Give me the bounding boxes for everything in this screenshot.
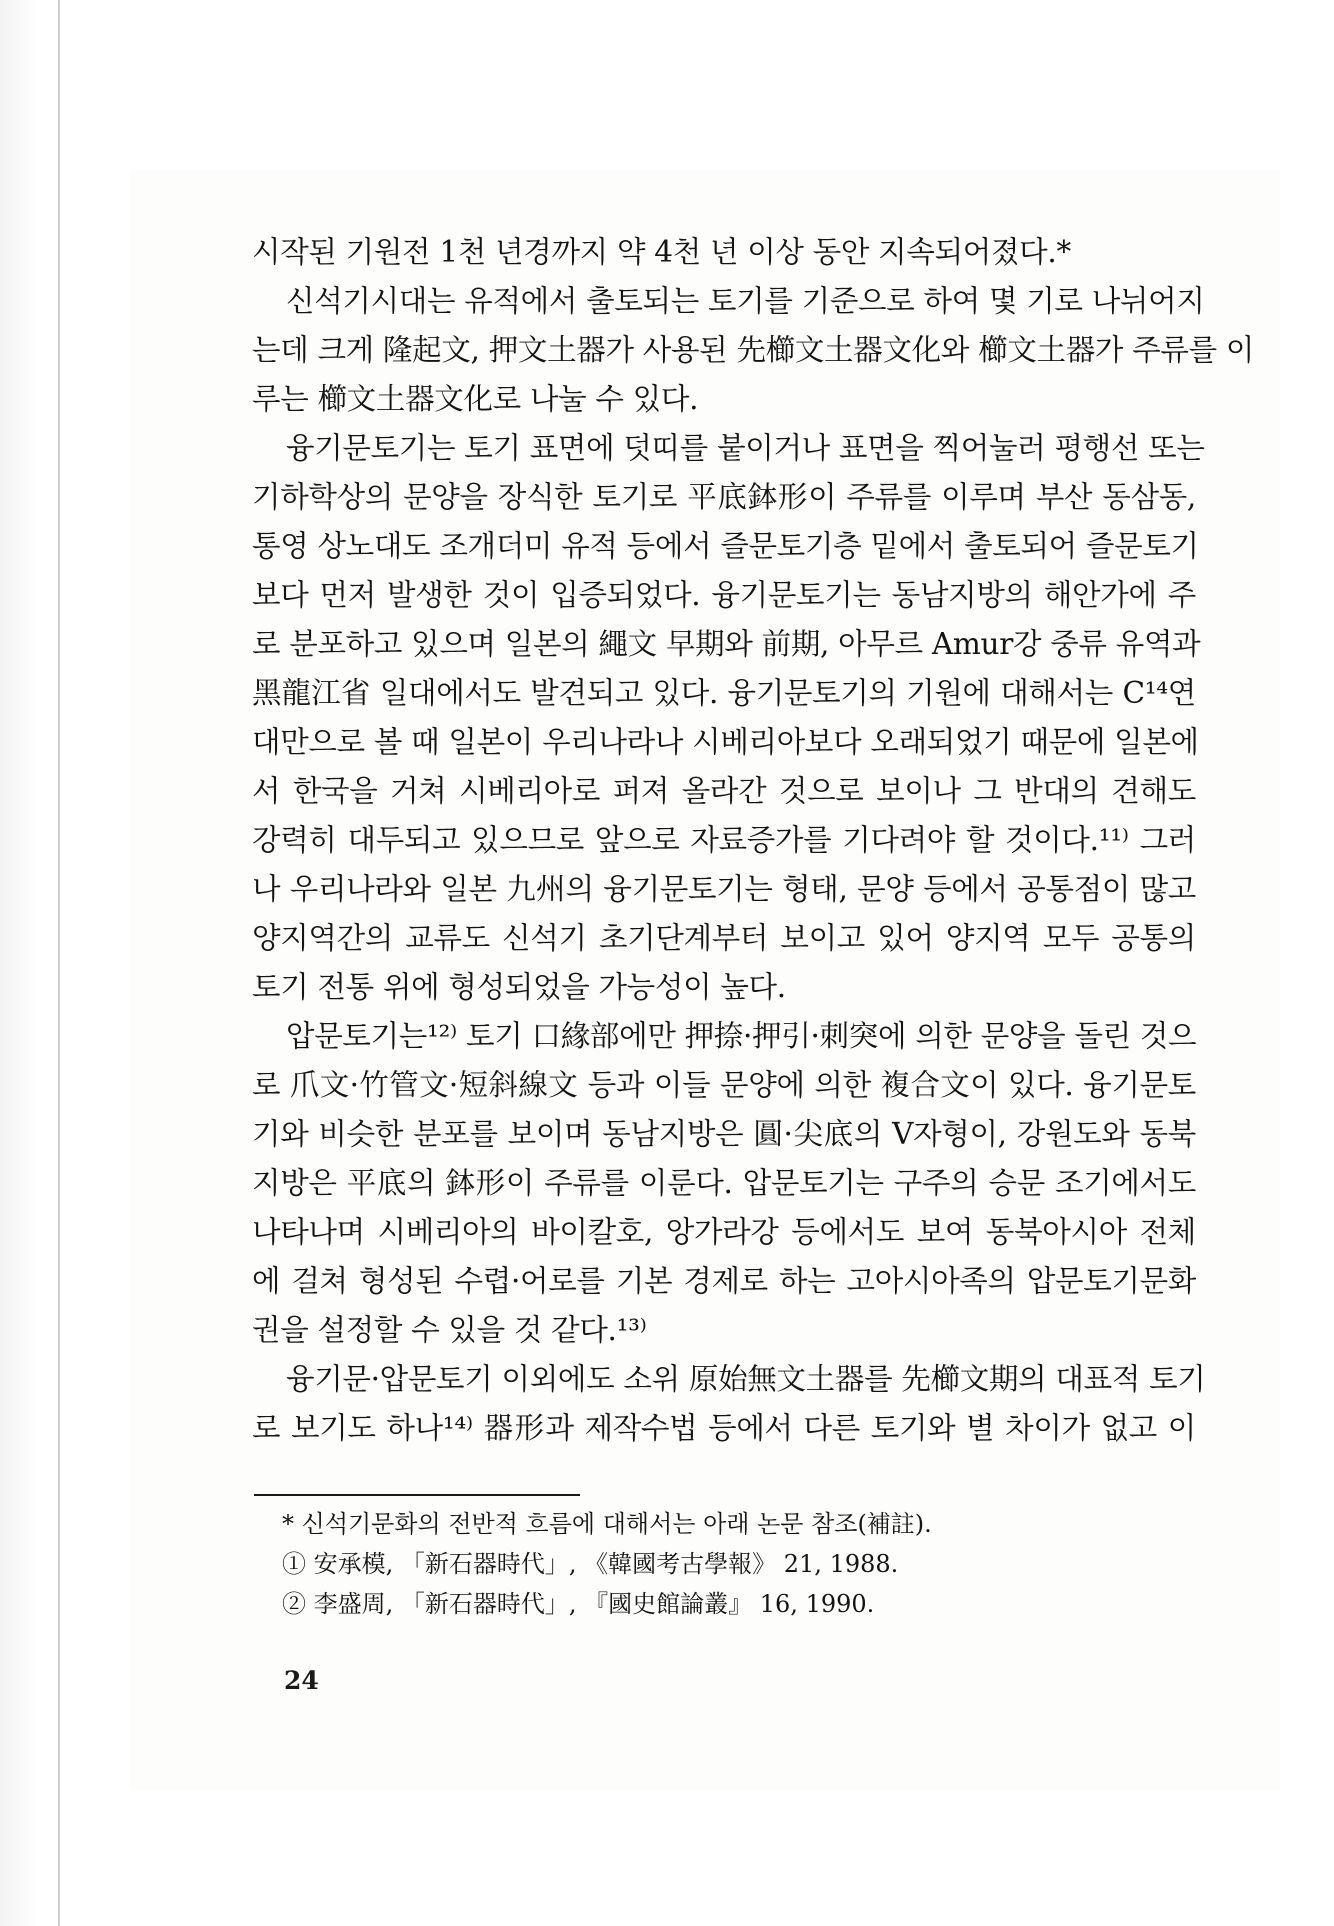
body-line: 토기 전통 위에 형성되었을 가능성이 높다. [252, 970, 786, 1004]
body-line: 는데 크게 隆起文, 押文土器가 사용된 先櫛文土器文化와 櫛文土器가 주류를 이 [252, 333, 1255, 367]
body-line: 에 걸쳐 형성된 수렵·어로를 기본 경제로 하는 고아시아족의 압문토기문화 [252, 1264, 1196, 1298]
body-line: 통영 상노대도 조개더미 유적 등에서 즐문토기층 밑에서 출토되어 즐문토기 [252, 529, 1199, 563]
footnote-line: ① 安承模, 「新石器時代」, 《韓國考古學報》 21, 1988. [282, 1550, 899, 1578]
body-line: 서 한국을 거쳐 시베리아로 퍼져 올라간 것으로 보이나 그 반대의 견해도 [252, 774, 1196, 808]
body-line: 로 분포하고 있으며 일본의 繩文 早期와 前期, 아무르 Amur강 중류 유역과 [252, 627, 1201, 661]
footnote-line: ② 李盛周, 「新石器時代」, 『國史館論叢』 16, 1990. [282, 1590, 875, 1618]
body-line: 黑龍江省 일대에서도 발견되고 있다. 융기문토기의 기원에 대해서는 C¹⁴연 [252, 676, 1196, 710]
body-line: 나타나며 시베리아의 바이칼호, 앙가라강 등에서도 보여 동북아시아 전체 [252, 1215, 1196, 1249]
body-line: 신석기시대는 유적에서 출토되는 토기를 기준으로 하여 몇 기로 나뉘어지 [286, 284, 1205, 318]
body-line: 나 우리나라와 일본 九州의 융기문토기는 형태, 문양 등에서 공통점이 많고 [252, 872, 1196, 906]
body-line: 루는 櫛文土器文化로 나눌 수 있다. [252, 382, 699, 416]
page-number: 24 [284, 1666, 319, 1695]
body-line: 권을 설정할 수 있을 것 같다.¹³⁾ [252, 1313, 647, 1347]
body-line: 시작된 기원전 1천 년경까지 약 4천 년 이상 동안 지속되어졌다.* [252, 235, 1071, 269]
body-line: 양지역간의 교류도 신석기 초기단계부터 보이고 있어 양지역 모두 공통의 [252, 921, 1196, 955]
body-line: 융기문토기는 토기 표면에 덧띠를 붙이거나 표면을 찍어눌러 평행선 또는 [286, 431, 1205, 465]
body-line: 로 爪文·竹管文·短斜線文 등과 이들 문양에 의한 複合文이 있다. 융기문토 [252, 1068, 1196, 1102]
body-line: 로 보기도 하나¹⁴⁾ 器形과 제작수법 등에서 다른 토기와 별 차이가 없고 이 [252, 1411, 1196, 1445]
body-line: 기하학상의 문양을 장식한 토기로 平底鉢形이 주류를 이루며 부산 동삼동, [252, 480, 1196, 514]
body-text [252, 228, 1255, 1453]
body-line: 압문토기는¹²⁾ 토기 口緣部에만 押捺·押引·刺突에 의한 문양을 돌린 것으 [286, 1019, 1197, 1053]
footnotes [282, 1504, 1182, 1624]
body-line: 기와 비슷한 분포를 보이며 동남지방은 圓·尖底의 V자형이, 강원도와 동북 [252, 1117, 1196, 1151]
footnote-line: * 신석기문화의 전반적 흐름에 대해서는 아래 논문 참조(補註). [282, 1510, 932, 1538]
body-line: 대만으로 볼 때 일본이 우리나라나 시베리아보다 오래되었기 때문에 일본에 [252, 725, 1199, 759]
body-line: 보다 먼저 발생한 것이 입증되었다. 융기문토기는 동남지방의 해안가에 주 [252, 578, 1196, 612]
footnote-divider [254, 1494, 580, 1496]
body-line: 강력히 대두되고 있으므로 앞으로 자료증가를 기다려야 할 것이다.¹¹⁾ 그러 [252, 823, 1196, 857]
body-line: 지방은 平底의 鉢形이 주류를 이룬다. 압문토기는 구주의 승문 조기에서도 [252, 1166, 1196, 1200]
body-line: 융기문·압문토기 이외에도 소위 原始無文土器를 先櫛文期의 대표적 토기 [286, 1362, 1206, 1396]
